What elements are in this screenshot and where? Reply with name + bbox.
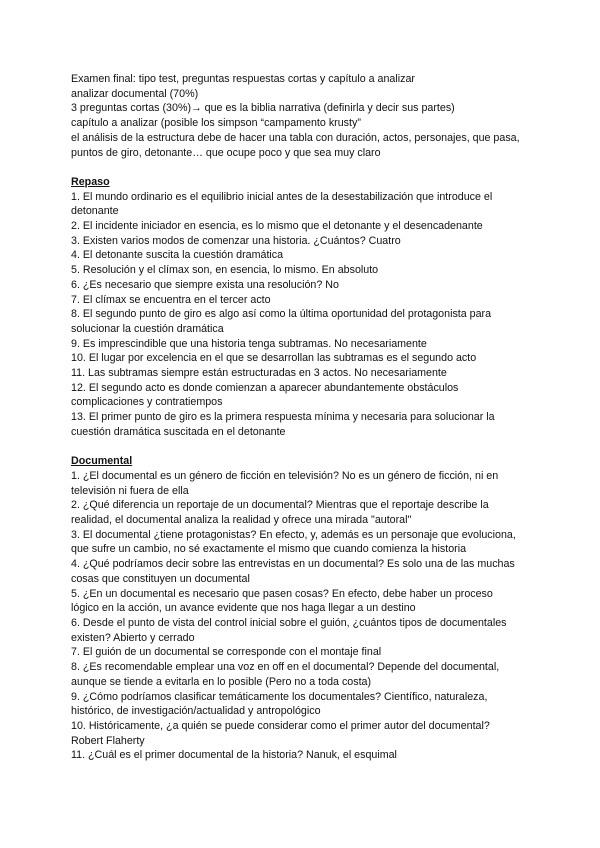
spacer	[71, 160, 540, 175]
section-heading-documental: Documental	[71, 455, 133, 468]
repaso-list	[71, 190, 540, 440]
intro-line: Examen final: tipo test, preguntas respuestas cortas y capítulo a analizar	[71, 73, 415, 85]
list-item: 10. Históricamente, ¿a quién se puede considerar como el primer autor del documental? Robert Flaherty	[71, 719, 490, 747]
intro-line: el análisis de la estructura debe de hacer una tabla con duración, actos, personajes, que pasa, puntos de giro, detonante… que ocupe poco y que sea muy claro	[71, 131, 520, 159]
list-item: 3. El documental ¿tiene protagonistas? En efecto, y, además es un personaje que evoluciona, que sufre un cambio, no sé exactamente el mismo que cuando comienza la historia	[71, 528, 516, 556]
list-item: 2. El incidente iniciador en esencia, es lo mismo que el detonante y el desencadenante	[71, 220, 483, 233]
repaso-section	[71, 175, 540, 440]
documental-list	[71, 469, 540, 763]
list-item: 13. El primer punto de giro es la primera respuesta mínima y necesaria para solucionar la cuestión dramática suscitada en el detonante	[71, 411, 495, 438]
list-item: 10. El lugar por excelencia en el que se desarrollan las subtramas es el segundo acto	[71, 352, 477, 365]
intro-line: capítulo a analizar (posible los simpson “campamento krusty”	[71, 117, 361, 130]
list-item: 7. El clímax se encuentra en el tercer acto	[71, 293, 271, 306]
list-item: 9. ¿Cómo podríamos clasificar temáticamente los documentales? Científico, naturaleza, histórico, de investigación/actualidad y antropológico	[71, 690, 488, 718]
list-item: 9. Es imprescindible que una historia tenga subtramas. No necesariamente	[71, 337, 427, 350]
list-item: 8. El segundo punto de giro es algo así como la última oportunidad del protagonista para solucionar la cuestión dramática	[71, 308, 492, 335]
intro-line: analizar documental (70%)	[71, 87, 199, 100]
list-item: 1. El mundo ordinario es el equilibrio inicial antes de la desestabilización que introduce el detonante	[71, 190, 493, 218]
list-item: 11. ¿Cuál es el primer documental de la historia? Nanuk, el esquimal	[71, 749, 397, 762]
list-item: 7. El guión de un documental se corresponde con el montaje final	[71, 646, 382, 659]
documental-section	[71, 454, 540, 763]
intro-notes	[71, 72, 540, 160]
list-item: 1. ¿El documental es un género de ficción en televisión? No es un género de ficción, ni en televisión ni fuera de ella	[71, 469, 499, 497]
list-item: 3. Existen varios modos de comenzar una historia. ¿Cuántos? Cuatro	[71, 234, 401, 247]
list-item: 11. Las subtramas siempre están estructuradas en 3 actos. No necesariamente	[71, 367, 447, 380]
list-item: 2. ¿Qué diferencia un reportaje de un documental? Mientras que el reportaje describe la realidad, el documental analiza la realidad y ofrece una mirada "autoral"	[71, 499, 489, 527]
list-item: 5. ¿En un documental es necesario que pasen cosas? En efecto, debe haber un proceso lógico en la acción, un avance evidente que nos haga llegar a un destino	[71, 587, 493, 615]
list-item: 12. El segundo acto es donde comienzan a aparecer abundantemente obstáculos complicaciones y contratiempos	[71, 381, 459, 409]
section-heading-repaso: Repaso	[71, 175, 110, 188]
intro-line: 3 preguntas cortas (30%)→ que es la biblia narrativa (definirla y decir sus partes)	[71, 102, 455, 115]
spacer	[71, 440, 540, 455]
list-item: 6. ¿Es necesario que siempre exista una resolución? No	[71, 278, 339, 291]
list-item: 5. Resolución y el clímax son, en esencia, lo mismo. En absoluto	[71, 264, 379, 277]
list-item: 8. ¿Es recomendable emplear una voz en off en el documental? Depende del documental, aunque se tiende a evitarla en lo posible (Pero no a toda costa)	[71, 661, 500, 688]
list-item: 4. ¿Qué podríamos decir sobre las entrevistas en un documental? Es solo una de las muchas cosas que constituyen un documental	[71, 558, 515, 585]
list-item: 4. El detonante suscita la cuestión dramática	[71, 249, 284, 262]
list-item: 6. Desde el punto de vista del control inicial sobre el guión, ¿cuántos tipos de documentales existen? Abierto y cerrado	[71, 616, 507, 644]
